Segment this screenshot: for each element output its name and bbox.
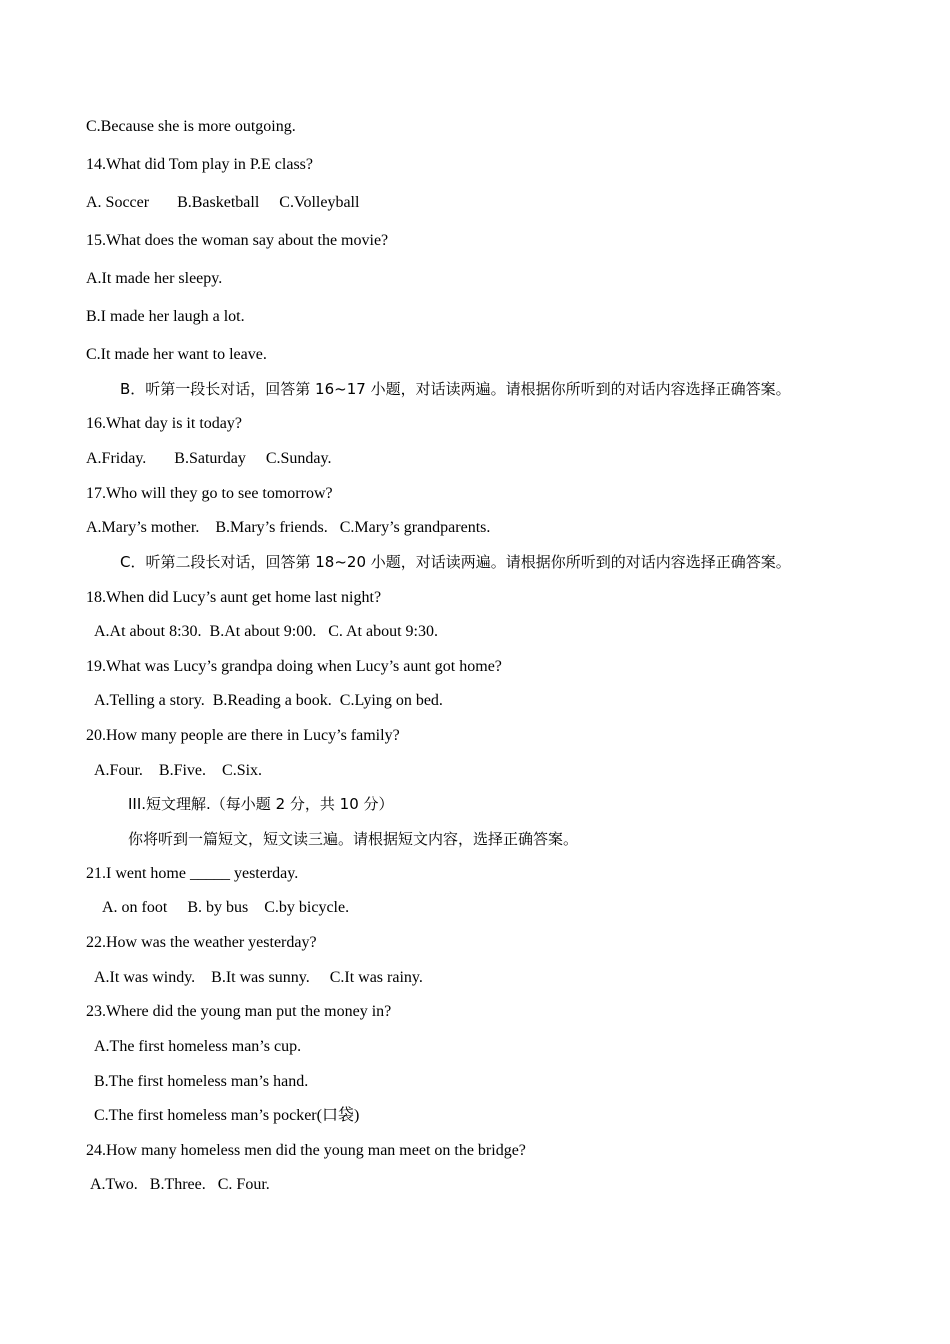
options-17: A.Mary’s mother. B.Mary’s friends. C.Mary’s grandparents. xyxy=(86,519,491,536)
options-21: A. on foot B. by bus C.by bicycle. xyxy=(102,899,350,916)
option-23a: A.The first homeless man’s cup. xyxy=(94,1038,302,1055)
option-15a: A.It made her sleepy. xyxy=(86,270,223,287)
question-20: 20.How many people are there in Lucy’s family? xyxy=(86,727,400,744)
options-19: A.Telling a story. B.Reading a book. C.Lying on bed. xyxy=(94,692,443,709)
option-23b: B.The first homeless man’s hand. xyxy=(94,1073,309,1090)
question-19: 19.What was Lucy’s grandpa doing when Lucy’s aunt got home? xyxy=(86,658,502,675)
option-15b: B.I made her laugh a lot. xyxy=(86,308,245,325)
options-24: A.Two. B.Three. C. Four. xyxy=(90,1176,270,1193)
options-16: A.Friday. B.Saturday C.Sunday. xyxy=(86,450,332,467)
options-20: A.Four. B.Five. C.Six. xyxy=(94,762,263,779)
section-c-instruction: C．听第二段长对话，回答第 18~20 小题，对话读两遍。请根据你所听到的对话内容选择正确答案。 xyxy=(120,553,791,571)
question-14: 14.What did Tom play in P.E class? xyxy=(86,156,313,173)
question-17: 17.Who will they go to see tomorrow? xyxy=(86,485,333,502)
question-15: 15.What does the woman say about the movie? xyxy=(86,232,389,249)
section-b-instruction: B．听第一段长对话，回答第 16~17 小题，对话读两遍。请根据你所听到的对话内容选择正确答案。 xyxy=(120,380,791,398)
options-18: A.At about 8:30. B.At about 9:00. C. At about 9:30. xyxy=(94,623,438,640)
options-14: A. Soccer B.Basketball C.Volleyball xyxy=(86,194,360,211)
question-22: 22.How was the weather yesterday? xyxy=(86,934,317,951)
question-21: 21.I went home _____ yesterday. xyxy=(86,865,299,882)
option-15c: C.It made her want to leave. xyxy=(86,346,267,363)
section-iii-instruction: 你将听到一篇短文，短文读三遍。请根据短文内容，选择正确答案。 xyxy=(128,830,579,848)
options-22: A.It was windy. B.It was sunny. C.It was rainy. xyxy=(94,969,423,986)
option-23c: C.The first homeless man’s pocker(口袋) xyxy=(94,1107,360,1124)
section-iii-heading: III.短文理解.（每小题 2 分，共 10 分） xyxy=(128,795,394,813)
option-13c: C.Because she is more outgoing. xyxy=(86,118,296,135)
question-24: 24.How many homeless men did the young man meet on the bridge? xyxy=(86,1142,526,1159)
question-23: 23.Where did the young man put the money in? xyxy=(86,1003,392,1020)
question-16: 16.What day is it today? xyxy=(86,415,242,432)
question-18: 18.When did Lucy’s aunt get home last night? xyxy=(86,589,382,606)
